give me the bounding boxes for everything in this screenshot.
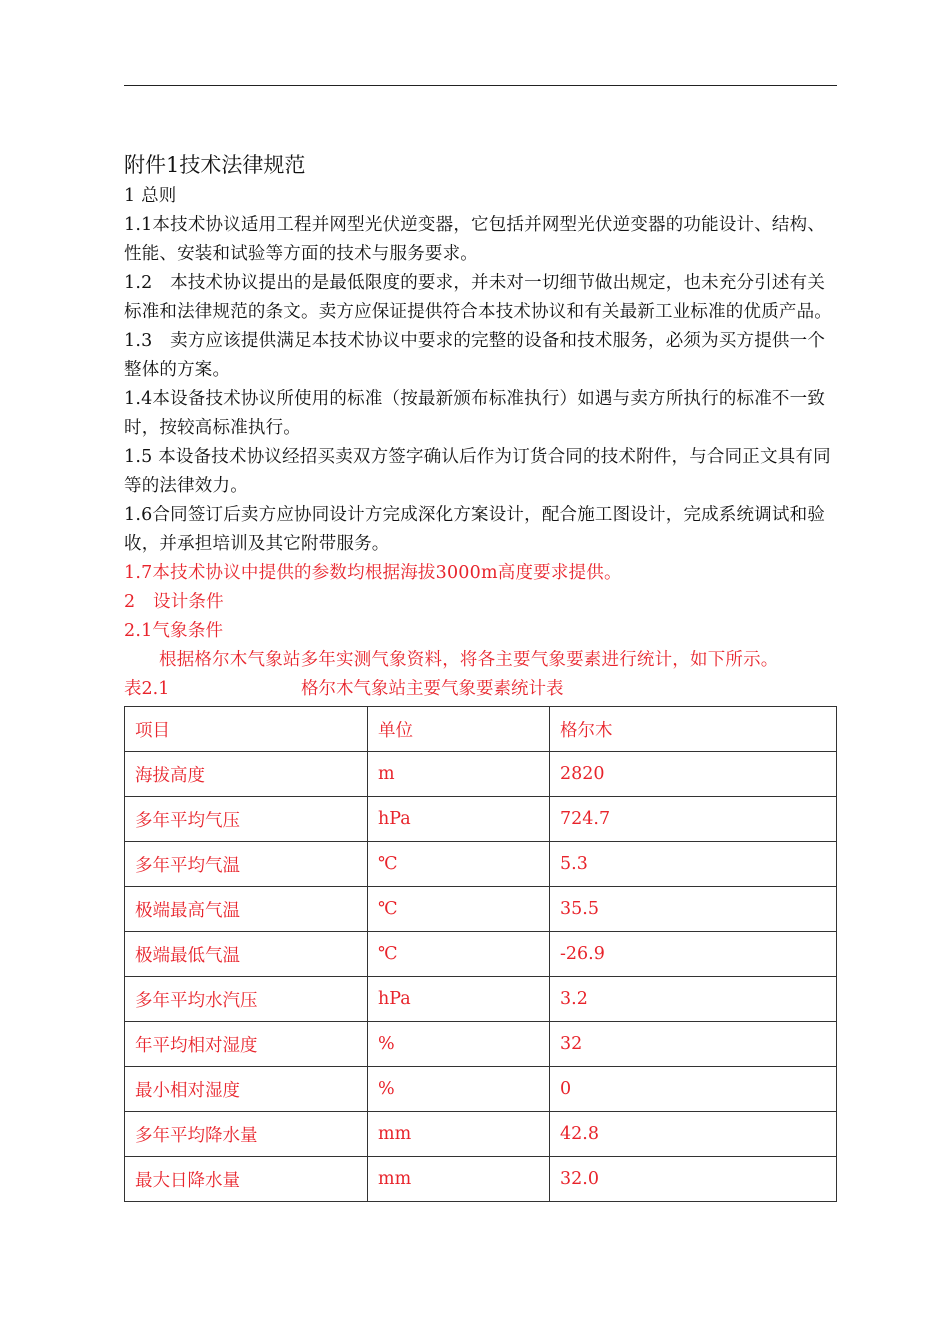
table-title: 格尔木气象站主要气象要素统计表	[301, 679, 564, 699]
section-heading-1: 1 总则	[124, 186, 177, 206]
table-row	[125, 1112, 837, 1157]
table-cell: 极端最高气温	[125, 887, 368, 932]
table-cell: ℃	[368, 887, 550, 932]
table-cell: %	[368, 1067, 550, 1112]
weather-table	[124, 706, 837, 1202]
table-intro: 根据格尔木气象站多年实测气象资料，将各主要气象要素进行统计，如下所示。	[159, 650, 779, 670]
table-cell: 多年平均降水量	[125, 1112, 368, 1157]
table-cell: 42.8	[550, 1112, 837, 1157]
table-cell: 32.0	[550, 1157, 837, 1202]
table-cell: 最大日降水量	[125, 1157, 368, 1202]
clause-1-4: 1.4本设备技术协议所使用的标准（按最新颁布标准执行）如遇与卖方所执行的标准不一致时，按较高标准执行。	[124, 389, 826, 438]
clause-1-7: 1.7本技术协议中提供的参数均根据海拔3000m高度要求提供。	[124, 563, 622, 583]
section-heading-2: 2 设计条件	[124, 592, 224, 612]
table-cell: 2820	[550, 752, 837, 797]
clause-1-6: 1.6合同签订后卖方应协同设计方完成深化方案设计，配合施工图设计，完成系统调试和验收，并承担培训及其它附带服务。	[124, 505, 826, 554]
table-cell: 724.7	[550, 797, 837, 842]
table-caption	[124, 675, 837, 704]
table-cell: mm	[368, 1157, 550, 1202]
table-row	[125, 842, 837, 887]
table-row	[125, 932, 837, 977]
header-rule	[124, 85, 837, 86]
table-cell: %	[368, 1022, 550, 1067]
section-heading-2-1: 2.1气象条件	[124, 621, 224, 641]
table-row	[125, 1022, 837, 1067]
table-row	[125, 1157, 837, 1202]
table-row	[125, 752, 837, 797]
table-cell: hPa	[368, 977, 550, 1022]
table-row	[125, 887, 837, 932]
table-cell: 年平均相对湿度	[125, 1022, 368, 1067]
table-row	[125, 977, 837, 1022]
table-cell: 多年平均水汽压	[125, 977, 368, 1022]
header-cell: 格尔木	[550, 707, 837, 752]
table-row	[125, 797, 837, 842]
table-cell: 5.3	[550, 842, 837, 887]
table-row	[125, 1067, 837, 1112]
table-cell: 海拔高度	[125, 752, 368, 797]
document-body	[124, 150, 837, 1202]
table-cell: ℃	[368, 932, 550, 977]
table-cell: ℃	[368, 842, 550, 887]
table-cell: 0	[550, 1067, 837, 1112]
table-cell: 35.5	[550, 887, 837, 932]
table-cell: 多年平均气温	[125, 842, 368, 887]
table-header-row	[125, 707, 837, 752]
clause-1-5: 1.5 本设备技术协议经招买卖双方签字确认后作为订货合同的技术附件，与合同正文具有同等的法律效力。	[124, 447, 831, 496]
table-cell: 32	[550, 1022, 837, 1067]
document-heading: 附件1技术法律规范	[124, 153, 306, 177]
header-cell: 单位	[368, 707, 550, 752]
table-cell: 多年平均气压	[125, 797, 368, 842]
table-cell: hPa	[368, 797, 550, 842]
table-cell: -26.9	[550, 932, 837, 977]
table-cell: 极端最低气温	[125, 932, 368, 977]
header-cell: 项目	[125, 707, 368, 752]
clause-1-3: 1.3 卖方应该提供满足本技术协议中要求的完整的设备和技术服务，必须为买方提供一个整体的方案。	[124, 331, 826, 380]
table-cell: 3.2	[550, 977, 837, 1022]
table-cell: mm	[368, 1112, 550, 1157]
table-cell: m	[368, 752, 550, 797]
clause-1-1: 1.1本技术协议适用工程并网型光伏逆变器，它包括并网型光伏逆变器的功能设计、结构、性能、安装和试验等方面的技术与服务要求。	[124, 215, 826, 264]
table-label: 表2.1	[124, 679, 170, 699]
table-cell: 最小相对湿度	[125, 1067, 368, 1112]
clause-1-2: 1.2 本技术协议提出的是最低限度的要求，并未对一切细节做出规定，也未充分引述有关标准和法律规范的条文。卖方应保证提供符合本技术协议和有关最新工业标准的优质产品。	[124, 273, 832, 322]
